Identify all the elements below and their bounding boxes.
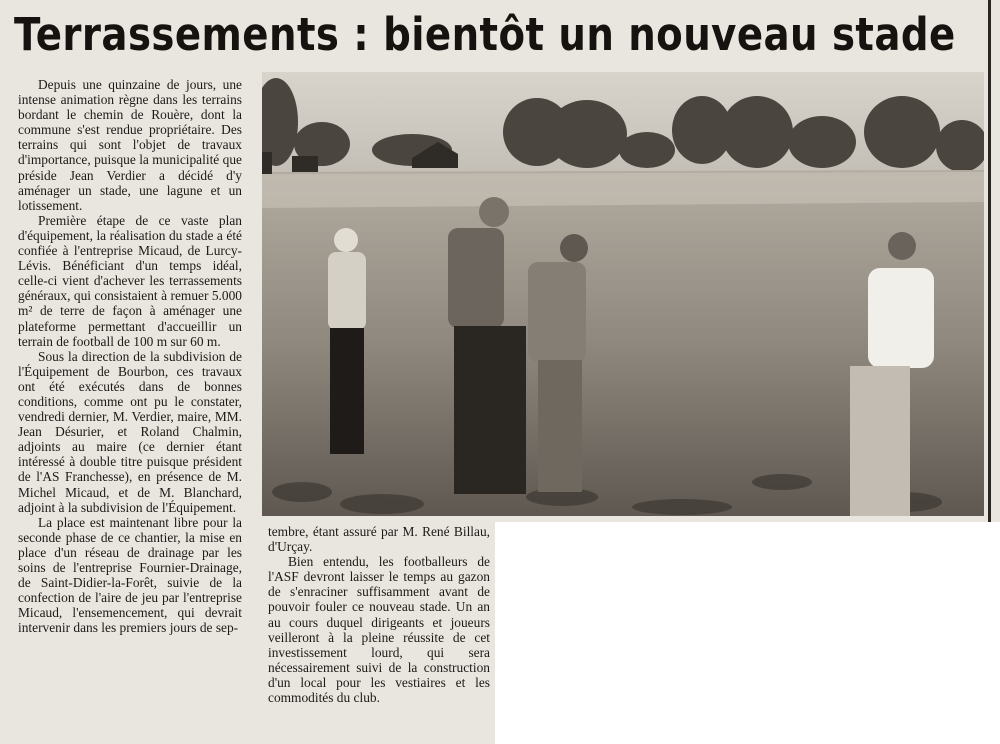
person-silhouette (328, 228, 366, 454)
paragraph: Depuis une quinzaine de jours, une intense animation règne dans les terrains bordant le chemin de Rouère, dont la commune s'est rendue propriétaire. Des terrains qui sont l'objet de travaux d'importance, puisque la municipalité que préside Jean Verdier a décidé d'y aménager un stade, une lagune et un lotissement. (18, 77, 242, 213)
paragraph: Bien entendu, les footballeurs de l'ASF devront laisser le temps au gazon de s'enraciner suffisamment avant de pouvoir fouler ce nouveau stade. Un an au cours duquel dirigeants et joueurs veilleront à la pleine réussite de cet investissement lourd, qui sera nécessairement suivi de la construction d'un local pour les vestiaires et les commodités du club. (268, 554, 490, 706)
paragraph: Sous la direction de la subdivision de l'Équipement de Bourbon, ces travaux ont été exécutés dans de bonnes conditions, comme ont pu le constater, vendredi dernier, M. Verdier, maire, MM. Jean Désurier, et Roland Chalmin, adjoints au maire (ce dernier étant intéressé à double titre puisque président de l'AS Franchesse), en présence de M. Michel Micaud, et de M. Blanchard, adjoint à la subdivision de l'Équipement. (18, 348, 242, 515)
article-column-left (18, 77, 242, 739)
paragraph: La place est maintenant libre pour la seconde phase de ce chantier, la mise en place d'un réseau de drainage par les soins de l'entreprise Fournier-Drainage, de Saint-Didier-la-Forêt, suivie de la confection de l'aire de jeu par l'entreprise Micaud, l'ensemencement, qui devrait intervenir dans les premiers jours de sep- (18, 514, 242, 636)
paragraph: Première étape de ce vaste plan d'équipement, la réalisation du stade a été confiée à l'entreprise Micaud, de Lurcy-Lévis. Bénéficiant d'un temps idéal, celle-ci vient d'achever les terrassements généraux, qui consistaient à remuer 5.000 m² de terre de façon à aménager une plateforme permettant d'accueillir un terrain de football de 100 m sur 60 m. (18, 212, 242, 349)
headline: Terrassements : bientôt un nouveau stade (14, 8, 956, 61)
page-edge-rule (988, 0, 991, 522)
photo-construction-site (262, 72, 984, 516)
article-column-right (268, 524, 490, 740)
paragraph: tembre, étant assuré par M. René Billau, d'Urçay. (268, 524, 490, 555)
